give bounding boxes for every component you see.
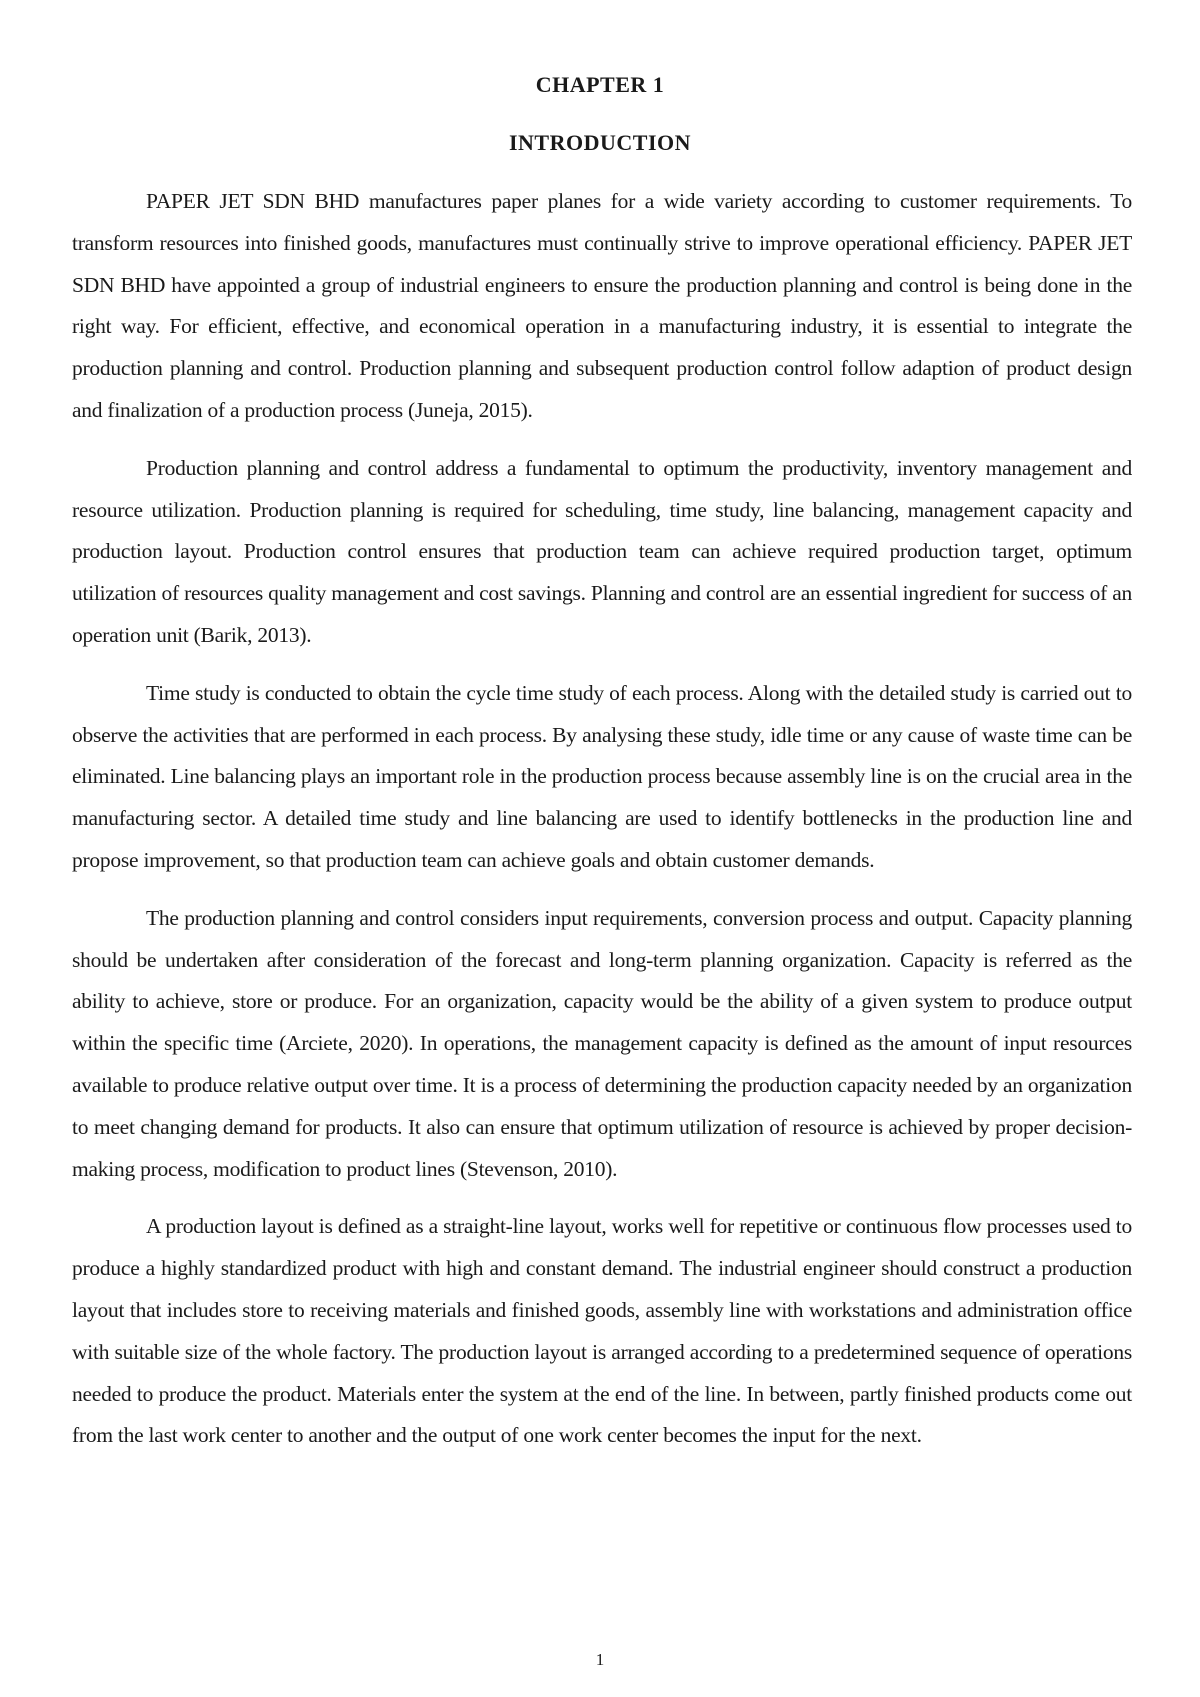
chapter-label: CHAPTER 1 xyxy=(535,72,665,97)
paragraph: PAPER JET SDN BHD manufactures paper planes for a wide variety according to customer requirements. To transform resources into finished goods, manufactures must continually strive to improve operational efficiency. PAPER JET SDN BHD have appointed a group of industrial engineers to ensure the production planning and control is being done in the right way. For efficient, effective, and economical operation in a manufacturing industry, it is essential to integrate the production planning and control. Production planning and subsequent production control follow adaption of product design and finalization of a production process (Juneja, 2015). xyxy=(72,189,1132,422)
page-number: 1 xyxy=(595,1650,605,1669)
chapter-title: INTRODUCTION xyxy=(508,130,692,155)
paragraph: The production planning and control considers input requirements, conversion process and output. Capacity planning should be undertaken after consideration of the forecast and long-term planning organization. Capacity is referred as the ability to achieve, store or produce. For an organization, capacity would be the ability of a given system to produce output within the specific time (Arciete, 2020). In operations, the management capacity is defined as the amount of input resources available to produce relative output over time. It is a process of determining the production capacity needed by an organization to meet changing demand for products. It also can ensure that optimum utilization of resource is achieved by proper decision-making process, modification to product lines (Stevenson, 2010). xyxy=(72,905,1132,1181)
body-text xyxy=(72,181,1132,1473)
paragraph: Time study is conducted to obtain the cycle time study of each process. Along with the detailed study is carried out to observe the activities that are performed in each process. By analysing these study, idle time or any cause of waste time can be eliminated. Line balancing plays an important role in the production process because assembly line is on the crucial area in the manufacturing sector. A detailed time study and line balancing are used to identify bottlenecks in the production line and propose improvement, so that production team can achieve goals and obtain customer demands. xyxy=(72,680,1132,872)
paragraph: Production planning and control address a fundamental to optimum the productivity, inventory management and resource utilization. Production planning is required for scheduling, time study, line balancing, management capacity and production layout. Production control ensures that production team can achieve required production target, optimum utilization of resources quality management and cost savings. Planning and control are an essential ingredient for success of an operation unit (Barik, 2013). xyxy=(72,455,1132,647)
paragraph: A production layout is defined as a straight-line layout, works well for repetitive or continuous flow processes used to produce a highly standardized product with high and constant demand. The industrial engineer should construct a production layout that includes store to receiving materials and finished goods, assembly line with workstations and administration office with suitable size of the whole factory. The production layout is arranged according to a predetermined sequence of operations needed to produce the product. Materials enter the system at the end of the line. In between, partly finished products come out from the last work center to another and the output of one work center becomes the input for the next. xyxy=(72,1214,1132,1448)
